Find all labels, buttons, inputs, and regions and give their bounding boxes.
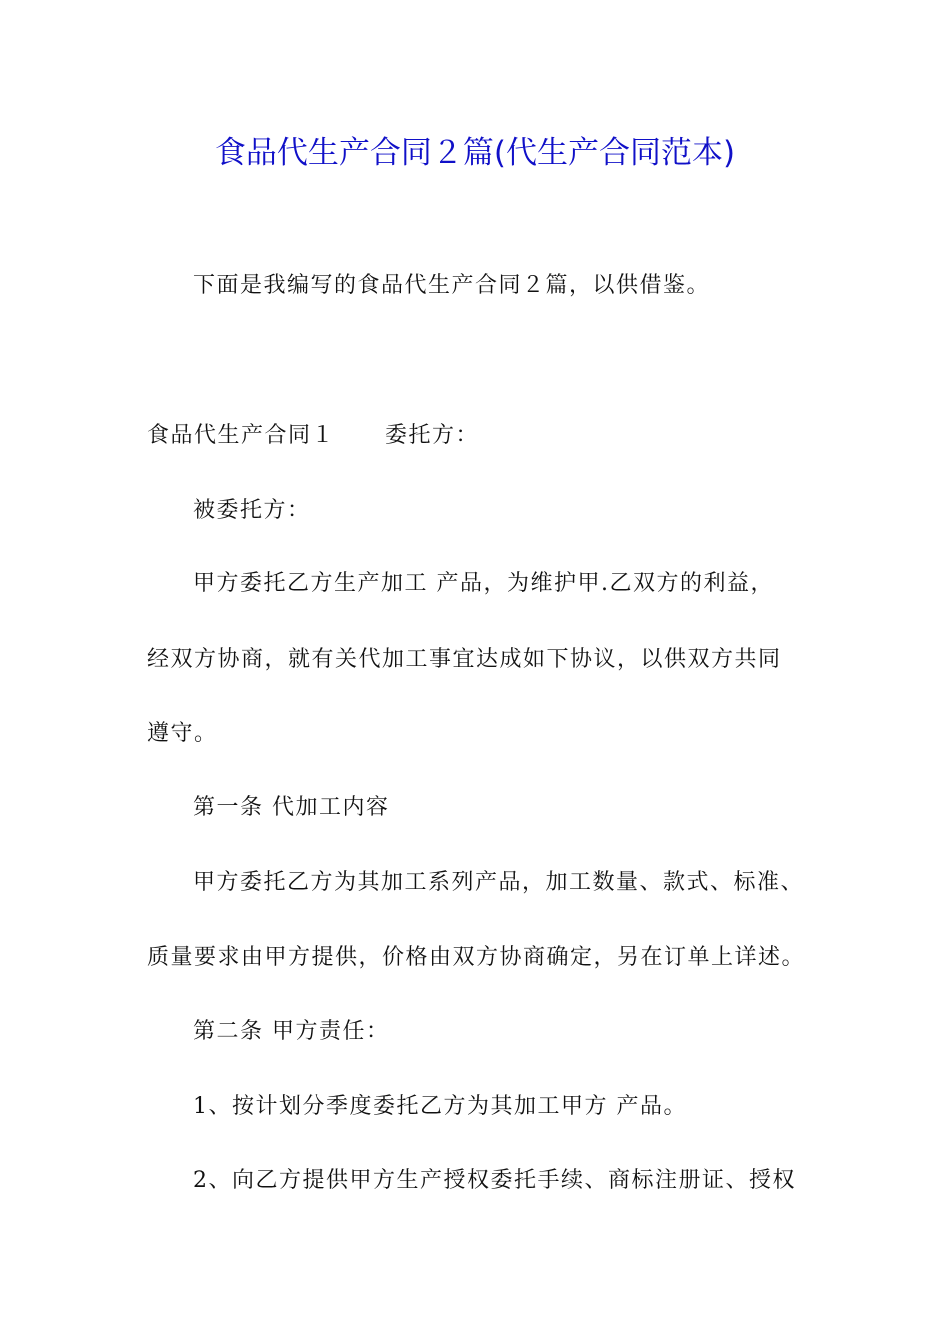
para1-line1: 甲方委托乙方生产加工 产品，为维护甲.乙双方的利益， [193,571,774,596]
document-title: 食品代生产合同２篇(代生产合同范本) [214,135,736,171]
para1-line2: 经双方协商，就有关代加工事宜达成如下协议，以供双方共同 [147,647,782,672]
intro-paragraph: 下面是我编写的食品代生产合同２篇，以供借鉴。 [193,273,711,298]
para1-line3: 遵守。 [147,721,218,746]
client-label: 委托方： [385,423,480,448]
article2-heading: 第二条 甲方责任： [193,1019,390,1044]
article2-item1: 1、按计划分季度委托乙方为其加工甲方 产品。 [193,1094,687,1119]
article1-line2: 质量要求由甲方提供，价格由双方协商确定，另在订单上详述。 [147,945,806,970]
article2-item2: 2、向乙方提供甲方生产授权委托手续、商标注册证、授权 [193,1168,796,1193]
article1-line1: 甲方委托乙方为其加工系列产品，加工数量、款式、标准、 [193,870,805,895]
article1-heading: 第一条 代加工内容 [193,795,390,820]
contractor-label: 被委托方： [193,498,311,523]
section1-heading-line [147,420,847,452]
section1-heading: 食品代生产合同１ [147,423,336,448]
